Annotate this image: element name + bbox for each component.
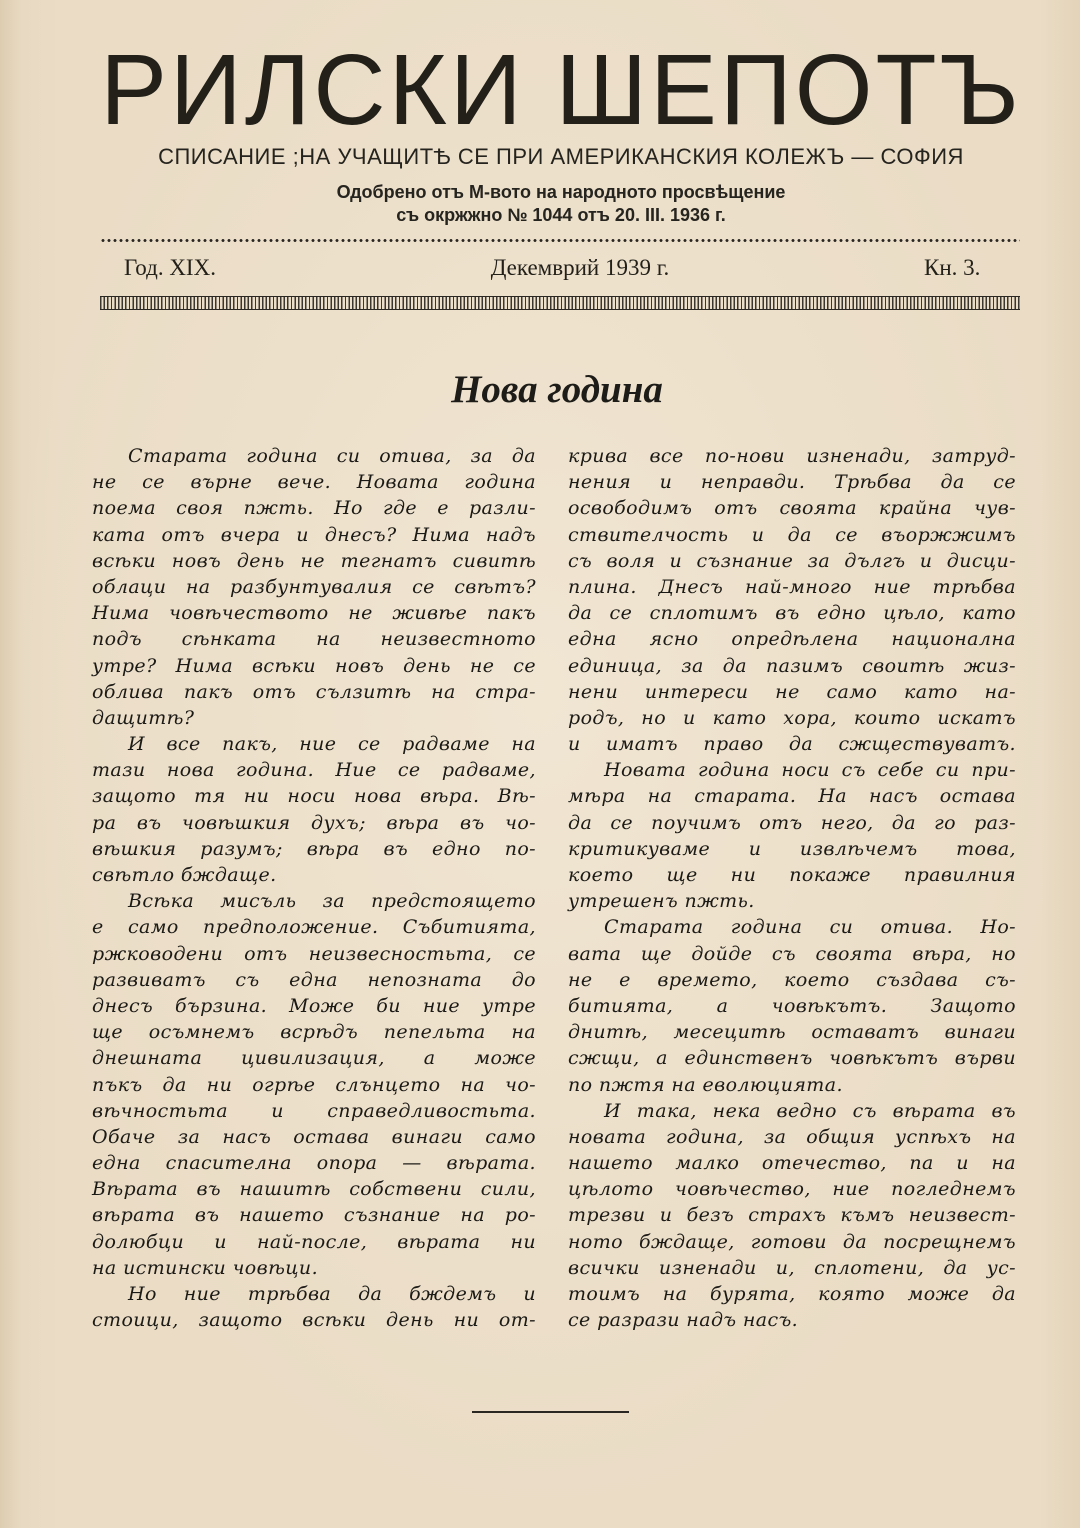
magazine-subtitle: СПИСАНИЕ ;НА УЧАЩИТѢ СЕ ПРИ АМЕРИКАНСКИЯ КОЛЕЖЪ — СОФИЯ — [158, 144, 964, 169]
text-line: Нима човѣчеството не живѣе пакъ — [92, 602, 536, 625]
text-line: ката отъ вчера и днесъ? Нима надъ — [92, 523, 536, 546]
text-line: пъкъ да ни огрѣе слънцето на чо- — [92, 1073, 536, 1096]
text-line: битията, а човѣкътъ. Защото — [568, 994, 1016, 1017]
text-line: на истински човѣци. — [92, 1256, 319, 1279]
text-line: една ясно опредѣлена национална — [568, 628, 1016, 651]
magazine-masthead: РИЛСКИ ШЕПОТЪ — [100, 34, 1022, 146]
text-line: не е времето, което създава съ- — [568, 968, 1016, 991]
text-line: Обаче за насъ остава винаги само — [92, 1125, 536, 1148]
text-line: тоимъ на бурята, която може да — [568, 1283, 1016, 1305]
issue-book: Кн. 3. — [924, 255, 981, 280]
end-of-article-rule — [472, 1411, 629, 1413]
text-line: утре? Нима всѣки новъ день не се — [92, 654, 536, 677]
text-line: Но ние трѣбва да бждемъ и — [128, 1283, 536, 1305]
text-line: цѣлото човѣчество, ние погледнемъ — [568, 1178, 1016, 1201]
text-line: днесъ бързина. Може би ние утре — [92, 994, 536, 1017]
text-line: критикуваме и извлѣчемъ това, — [568, 837, 1016, 860]
text-line: ржководени отъ неизвесностьта, се — [92, 942, 536, 965]
approval-line-2: съ окржжно № 1044 отъ 20. III. 1936 г. — [396, 205, 726, 225]
text-line: ще осъмнемъ всрѣдъ пепельта на — [92, 1021, 536, 1044]
text-line: вѣчностьта и справедливостьта. — [92, 1099, 536, 1122]
article-column-right — [568, 443, 1016, 1333]
text-line: свѣтло бждаще. — [92, 864, 277, 886]
text-line: утрешенъ пжть. — [568, 890, 755, 913]
text-line: и иматъ право да сжществуватъ. — [568, 733, 1016, 756]
text-line: родъ, но и като хора, които искатъ — [568, 706, 1016, 729]
text-line: да се сплотимъ въ едно цѣло, като — [568, 602, 1016, 625]
text-line: се разрази надъ насъ. — [568, 1309, 799, 1332]
text-line: нения и неправди. Трѣбва да се — [568, 471, 1016, 494]
text-line: мѣра на старата. На насъ остава — [568, 785, 1016, 808]
approval-line-1: Одобрено отъ М-вото на народното просвѣщение — [336, 182, 786, 202]
text-line: Старата година си отива. Но- — [604, 916, 1016, 939]
text-line: И така, нека ведно съ вѣрата въ — [604, 1099, 1016, 1122]
text-line: по пжтя на еволюцията. — [568, 1073, 843, 1096]
text-line: плина. Днесъ най-много ние трѣбва — [568, 575, 1016, 598]
text-line: Всѣка мисъль за предстоящето — [128, 890, 536, 913]
text-line: съ воля и съзнание за дългъ и дисци- — [568, 549, 1016, 572]
text-line: да се поучимъ отъ него, да го раз- — [568, 811, 1016, 834]
text-line: единица, за да пазимъ своитѣ жиз- — [568, 654, 1016, 677]
text-line: което ще ни покаже правилния — [568, 864, 1016, 886]
text-line: подъ сѣнката на неизвестното — [92, 628, 536, 651]
text-line: защото тя ни носи нова вѣра. Вѣ- — [92, 785, 536, 808]
text-line: дащитѣ? — [92, 706, 195, 729]
text-line: сжщи, а единственъ човѣкътъ върви — [568, 1047, 1016, 1070]
text-line: всѣки новъ день не тегнатъ сивитѣ — [92, 549, 536, 572]
text-line: не се върне вече. Новата година — [92, 471, 536, 494]
text-line: тази нова година. Ние се радваме, — [92, 759, 536, 782]
text-line: долюбци и най-после, вѣрата ни — [92, 1230, 536, 1253]
issue-year: Год. XIX. — [124, 255, 216, 280]
text-line: вѣшкия разумъ; вѣра въ едно по- — [92, 837, 536, 860]
text-line: ствителчость и да се въоржжимъ — [568, 523, 1016, 546]
issue-date: Декемврий 1939 г. — [490, 255, 670, 280]
hatched-divider — [100, 296, 1020, 310]
text-line: И все пакъ, ние се радваме на — [128, 733, 536, 756]
text-line: Вѣрата въ нашитѣ собствени сили, — [92, 1178, 536, 1201]
text-line: новата година, за общия успѣхъ на — [568, 1125, 1016, 1148]
text-line: вѣрата въ нашето съзнание на ро- — [92, 1204, 536, 1227]
text-line: освободимъ отъ своята крайна чув- — [568, 497, 1016, 520]
text-line: една спасителна опора — вѣрата. — [92, 1152, 536, 1175]
text-line: поема своя пжть. Но где е разли- — [92, 497, 536, 520]
article-title: Нова година — [451, 368, 663, 411]
text-line: Старата година си отива, за да — [128, 445, 536, 467]
text-line: днешната цивилизация, а може — [92, 1047, 536, 1070]
text-line: Новата година носи съ себе си при- — [604, 759, 1016, 782]
text-line: трезви и безъ страхъ къмъ неизвест- — [568, 1204, 1016, 1227]
text-line: облаци на разбунтувалия се свѣтъ? — [92, 575, 536, 598]
text-line: стоици, защото всѣки день ни от- — [92, 1309, 536, 1332]
text-line: ра въ човѣшкия духъ; вѣра въ чо- — [92, 811, 536, 834]
article-column-left — [92, 443, 536, 1333]
text-line: всички изненади и, сплотени, да ус- — [568, 1256, 1016, 1279]
text-line: развиватъ съ една непозната до — [92, 968, 536, 991]
text-line: крива все по-нови изненади, затруд- — [568, 445, 1016, 467]
text-line: вата ще дойде съ своята вѣра, но — [568, 942, 1016, 965]
text-line: облива пакъ отъ сълзитѣ на стра- — [92, 680, 536, 703]
text-line: е само предположение. Събитията, — [92, 916, 536, 939]
text-line: нени интереси не само като на- — [568, 680, 1016, 703]
text-line: ното бждаще, готови да посрещнемъ — [568, 1230, 1016, 1253]
dotted-divider — [100, 238, 1020, 243]
text-line: днитѣ, месецитѣ оставатъ винаги — [568, 1021, 1016, 1044]
text-line: нашето малко отечество, па и на — [568, 1152, 1016, 1175]
